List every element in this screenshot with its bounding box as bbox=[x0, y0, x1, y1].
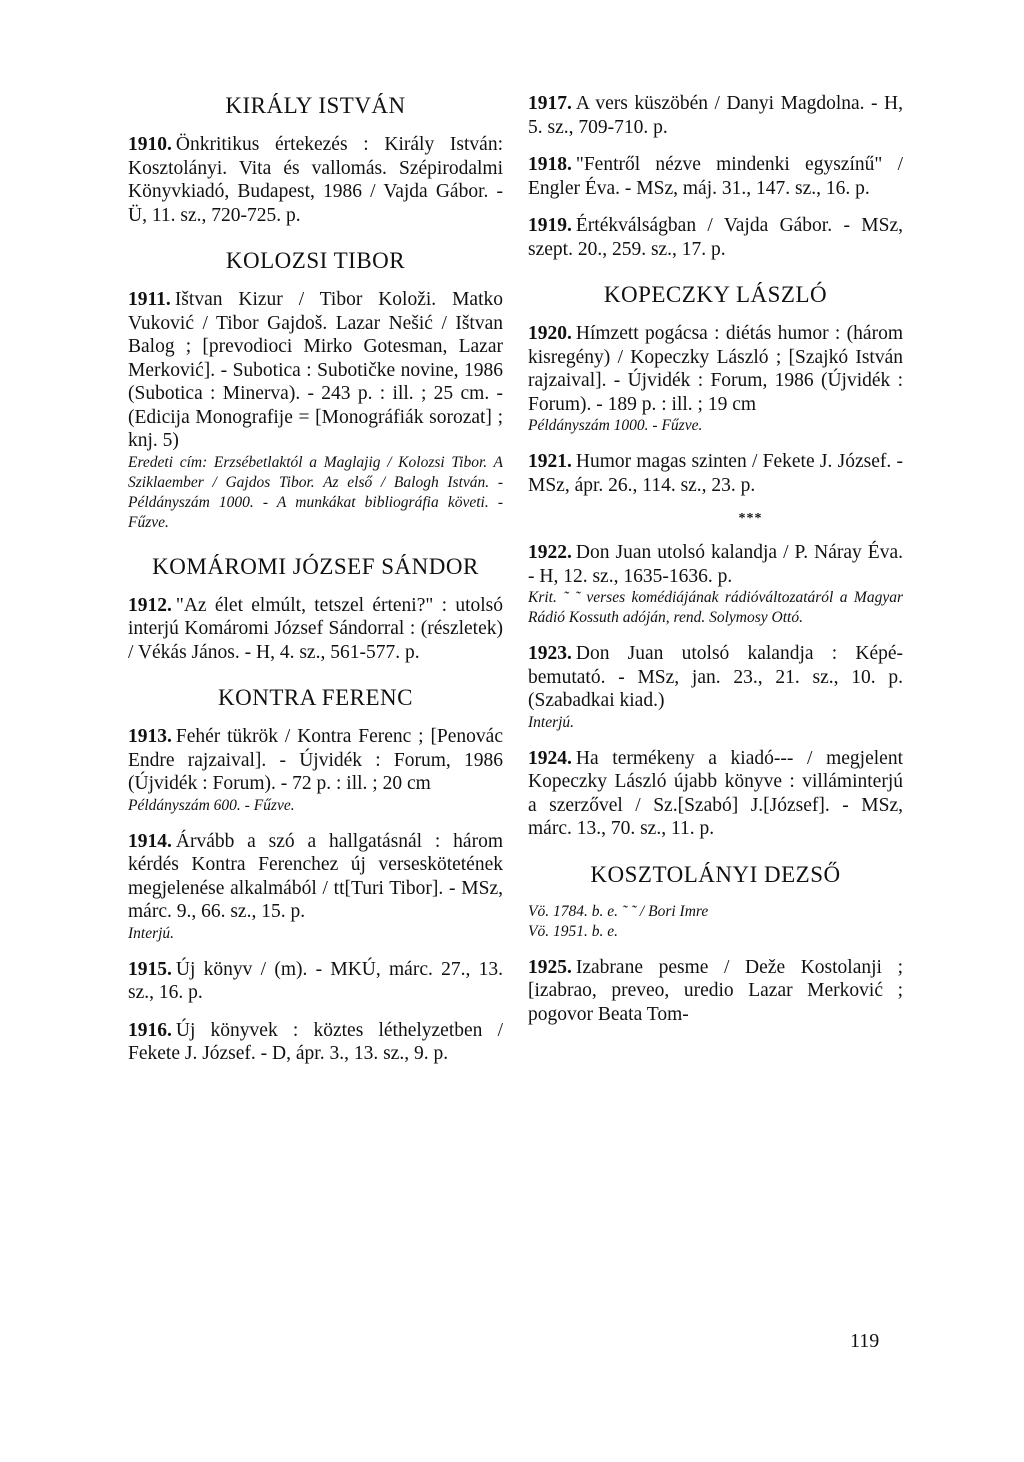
author-heading-kosztolanyi-dezso: KOSZTOLÁNYI DEZSŐ bbox=[590, 861, 841, 887]
entry-1915 bbox=[128, 958, 503, 1005]
entry-number: 1910. bbox=[128, 134, 172, 155]
entry-note: Példányszám 1000. - Fűzve. bbox=[528, 417, 703, 434]
right-column bbox=[528, 92, 903, 1040]
entry-number: 1912. bbox=[128, 594, 172, 616]
entry-1913 bbox=[128, 725, 503, 816]
author-heading-kolozsi-tibor: KOLOZSI TIBOR bbox=[225, 248, 406, 273]
entry-text: Don Juan utolsó kalandja : Képé-bemutató. - MSz, jan. 23., 21. sz., 10. p. (Szabadkai kiad.) bbox=[528, 643, 903, 711]
entry-text: Önkritikus értekezés : Király István: Kosztolányi. Vita és vallomás. Szépirodalmi Könyvkiadó, Budapest, 1986 / Vajda Gábor. - Ü, 11. sz., 720-725. p. bbox=[128, 134, 503, 226]
entry-1917 bbox=[528, 92, 903, 139]
entry-text: Értékválságban / Vajda Gábor. - MSz, szept. 20., 259. sz., 17. p. bbox=[528, 215, 903, 260]
entry-note: Krit. ˜ ˜ verses komédiájának rádióváltozatáról a Magyar Rádió Kossuth adóján, rend. Solymosy Ottó. bbox=[528, 589, 903, 626]
entry-number: 1921. bbox=[528, 451, 572, 472]
entry-number: 1924. bbox=[528, 747, 572, 769]
entry-text: "Az élet elmúlt, tetszel érteni?" : utolsó interjú Komáromi József Sándorral : (részletek) / Vékás János. - H, 4. sz., 561-577. p. bbox=[128, 594, 503, 663]
entry-note: Eredeti cím: Erzsébetlaktól a Maglajig / Kolozsi Tibor. A Sziklaember / Gajdos Tibor. Az első / Balogh István. - Példányszám 1000. - A munkákat bibliográfia követi. - Fűzve. bbox=[128, 453, 503, 531]
entry-number: 1911. bbox=[128, 289, 171, 310]
entry-text: Új könyvek : köztes léthelyzetben / Fekete J. József. - D, ápr. 3., 13. sz., 9. p. bbox=[128, 1019, 503, 1064]
entry-number: 1913. bbox=[128, 726, 172, 747]
entry-1922 bbox=[528, 541, 903, 628]
cross-reference: Vö. 1784. b. e. ˜ ˜ / Bori Imre bbox=[528, 902, 709, 920]
author-heading-kopeczky-laszlo: KOPECZKY LÁSZLÓ bbox=[603, 282, 828, 307]
entry-text: Új könyv / (m). - MKÚ, márc. 27., 13. sz., 16. p. bbox=[128, 958, 503, 1003]
entry-number: 1915. bbox=[128, 958, 172, 980]
entry-text: "Fentről nézve mindenki egyszínű" / Engler Éva. - MSz, máj. 31., 147. sz., 16. p. bbox=[528, 154, 903, 199]
entry-text: Izabrane pesme / Deže Kostolanji ; [izabrao, preveo, uredio Lazar Merković ; pogovor Beata Tom- bbox=[528, 956, 903, 1025]
entry-1916 bbox=[128, 1019, 503, 1066]
section-separator: *** bbox=[738, 511, 763, 526]
entry-text: Árvább a szó a hallgatásnál : három kérdés Kontra Ferenchez új verseskötetének megjelenése alkalmából / tt[Turi Tibor]. - MSz, márc. 9., 66. sz., 15. p. bbox=[128, 830, 503, 922]
entry-1912 bbox=[128, 594, 503, 665]
left-column bbox=[128, 92, 503, 1080]
entry-number: 1914. bbox=[128, 830, 172, 852]
entry-1918 bbox=[528, 153, 903, 200]
entry-number: 1916. bbox=[128, 1019, 172, 1041]
entry-text: A vers küszöbén / Danyi Magdolna. - H, 5. sz., 709-710. p. bbox=[528, 93, 903, 138]
entry-1923 bbox=[528, 642, 903, 733]
entry-number: 1925. bbox=[528, 956, 572, 978]
entry-1911 bbox=[128, 288, 503, 533]
entry-text: Hímzett pogácsa : diétás humor : (három kisregény) / Kopeczky László ; [Szajkó István rajzaival]. - Újvidék : Forum, 1986 (Újvidék : Forum). - 189 p. : ill. ; 19 cm bbox=[528, 323, 903, 415]
page-number: 119 bbox=[850, 1330, 880, 1352]
entry-text: Don Juan utolsó kalandja / P. Náray Éva. - H, 12. sz., 1635-1636. p. bbox=[528, 542, 903, 587]
entry-1921 bbox=[528, 450, 903, 497]
entry-1925 bbox=[528, 956, 903, 1027]
entry-text: Ha termékeny a kiadó--- / megjelent Kopeczky László újabb könyve : villáminterjú a szerzővel / Sz.[Szabó] J.[József]. - MSz, márc. 13., 70. sz., 11. p. bbox=[528, 747, 903, 839]
entry-number: 1919. bbox=[528, 215, 572, 236]
author-heading-kiraly-istvan: KIRÁLY ISTVÁN bbox=[225, 93, 406, 118]
entry-note: Példányszám 600. - Fűzve. bbox=[128, 796, 295, 814]
entry-number: 1923. bbox=[528, 643, 572, 664]
entry-note: Interjú. bbox=[528, 713, 575, 731]
entry-number: 1917. bbox=[528, 93, 572, 114]
entry-1919 bbox=[528, 214, 903, 261]
entry-number: 1918. bbox=[528, 154, 572, 175]
entry-1924 bbox=[528, 747, 903, 841]
entry-number: 1922. bbox=[528, 542, 572, 563]
entry-1920 bbox=[528, 322, 903, 436]
entry-note: Interjú. bbox=[128, 924, 175, 942]
cross-references bbox=[528, 902, 903, 942]
entry-1910 bbox=[128, 133, 503, 227]
entry-text: Humor magas szinten / Fekete J. József. - MSz, ápr. 26., 114. sz., 23. p. bbox=[528, 451, 903, 496]
entry-1914 bbox=[128, 830, 503, 944]
entry-number: 1920. bbox=[528, 323, 572, 344]
author-heading-kontra-ferenc: KONTRA FERENC bbox=[218, 685, 413, 710]
author-heading-komaromi-jozsef-sandor: KOMÁROMI JÓZSEF SÁNDOR bbox=[152, 553, 479, 579]
entry-text: Ištvan Kizur / Tibor Koloži. Matko Vuković / Tibor Gajdoš. Lazar Nešić / Ištvan Balog ; [prevodioci Mirko Gotesman, Lazar Merković]. - Subotica : Subotičke novine, 1986 (Subotica : Minerva). - 243 p. : ill. ; 25 cm. - (Edicija Monografije = [Monográfiák sorozat] ; knj. 5) bbox=[128, 289, 503, 451]
entry-text: Fehér tükrök / Kontra Ferenc ; [Penovác Endre rajzaival]. - Újvidék : Forum, 1986 (Újvidék : Forum). - 72 p. : ill. ; 20 cm bbox=[128, 726, 503, 794]
cross-reference: Vö. 1951. b. e. bbox=[528, 922, 618, 940]
